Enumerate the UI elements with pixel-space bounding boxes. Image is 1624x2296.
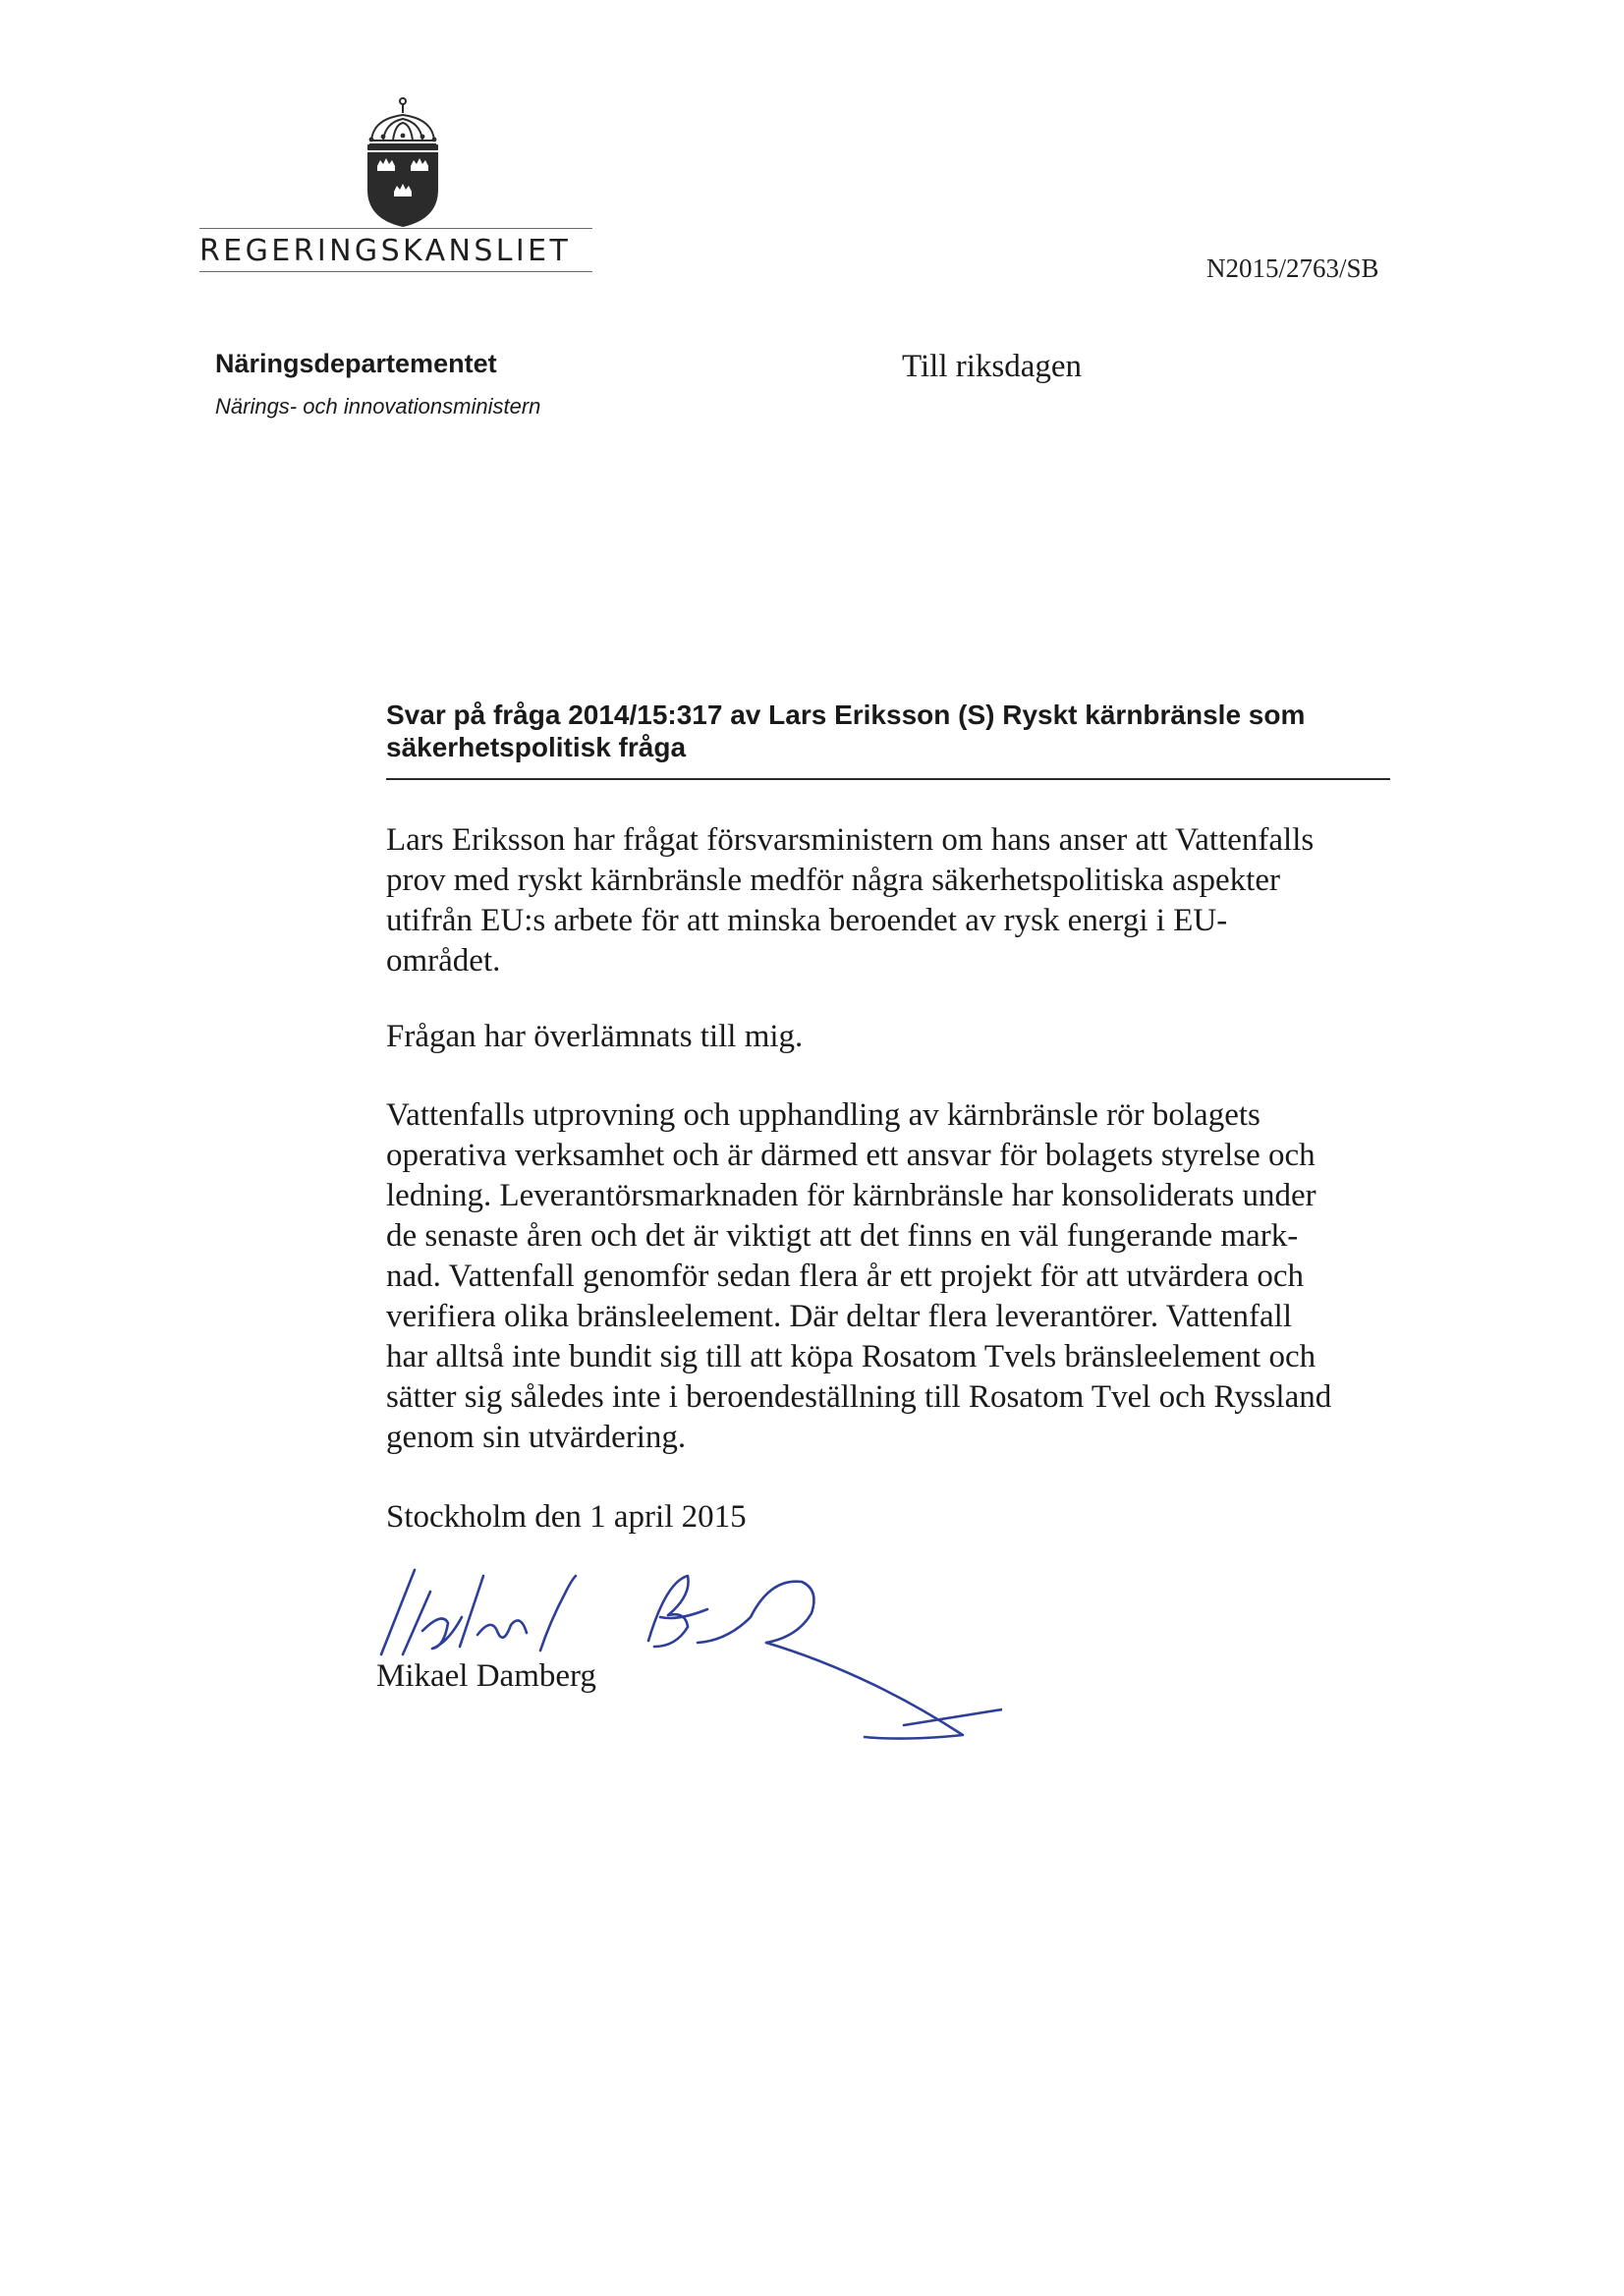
text-line: genom sin utvärdering. xyxy=(386,1420,687,1455)
text-line: sätter sig således inte i beroendeställning till Rosatom Tvel och Ryssland xyxy=(386,1379,1332,1415)
body-paragraph-2 xyxy=(386,1017,1398,1057)
text-line: prov med ryskt kärnbränsle medför några säkerhetspolitiska aspekter xyxy=(386,863,1280,898)
text-line: ledning. Leverantörsmarknaden för kärnbränsle har konsoliderats under xyxy=(386,1178,1316,1213)
department-name: Näringsdepartementet xyxy=(215,349,497,378)
subject-heading xyxy=(386,699,1388,763)
text-line: verifiera olika bränsleelement. Där deltar flera leverantörer. Vattenfall xyxy=(386,1299,1293,1334)
text-line: utifrån EU:s arbete för att minska beroendet av rysk energi i EU- xyxy=(386,903,1228,938)
signer-name: Mikael Damberg xyxy=(376,1658,596,1694)
text-line: Lars Eriksson har frågat försvarsministern om hans anser att Vattenfalls xyxy=(386,822,1315,858)
place-date-text: Stockholm den 1 april 2015 xyxy=(386,1499,747,1535)
text-line: Frågan har överlämnats till mig. xyxy=(386,1019,804,1054)
subject-underline xyxy=(386,778,1390,780)
text-line: har alltså inte bundit sig till att köpa Rosatom Tvels bränsleelement och xyxy=(386,1339,1316,1374)
body-paragraph-1 xyxy=(386,820,1398,981)
text-line: området. xyxy=(386,943,501,979)
text-line: de senaste åren och det är viktigt att det finns en väl fungerande mark- xyxy=(386,1218,1299,1254)
handwritten-signature xyxy=(354,1552,1002,1749)
body-paragraph-3 xyxy=(386,1095,1398,1458)
reference-number: N2015/2763/SB xyxy=(1206,253,1379,283)
place-and-date xyxy=(386,1497,1398,1538)
swedish-government-crest-icon xyxy=(354,93,452,231)
text-line: Vattenfalls utprovning och upphandling av kärnbränsle rör bolagets xyxy=(386,1097,1260,1133)
agency-name: REGERINGSKANSLIET xyxy=(199,234,572,268)
subject-line: Svar på fråga 2014/15:317 av Lars Eriksson (S) Ryskt kärnbränsle som xyxy=(386,700,1306,730)
agency-rule-top xyxy=(199,228,592,229)
subject-line: säkerhetspolitisk fråga xyxy=(386,732,687,762)
text-line: nad. Vattenfall genomför sedan flera år ett projekt för att utvärdera och xyxy=(386,1259,1304,1294)
minister-title: Närings- och innovationsministern xyxy=(215,394,541,419)
recipient: Till riksdagen xyxy=(902,349,1083,384)
text-line: operativa verksamhet och är därmed ett ansvar för bolagets styrelse och xyxy=(386,1138,1316,1173)
agency-rule-bottom xyxy=(199,271,592,272)
